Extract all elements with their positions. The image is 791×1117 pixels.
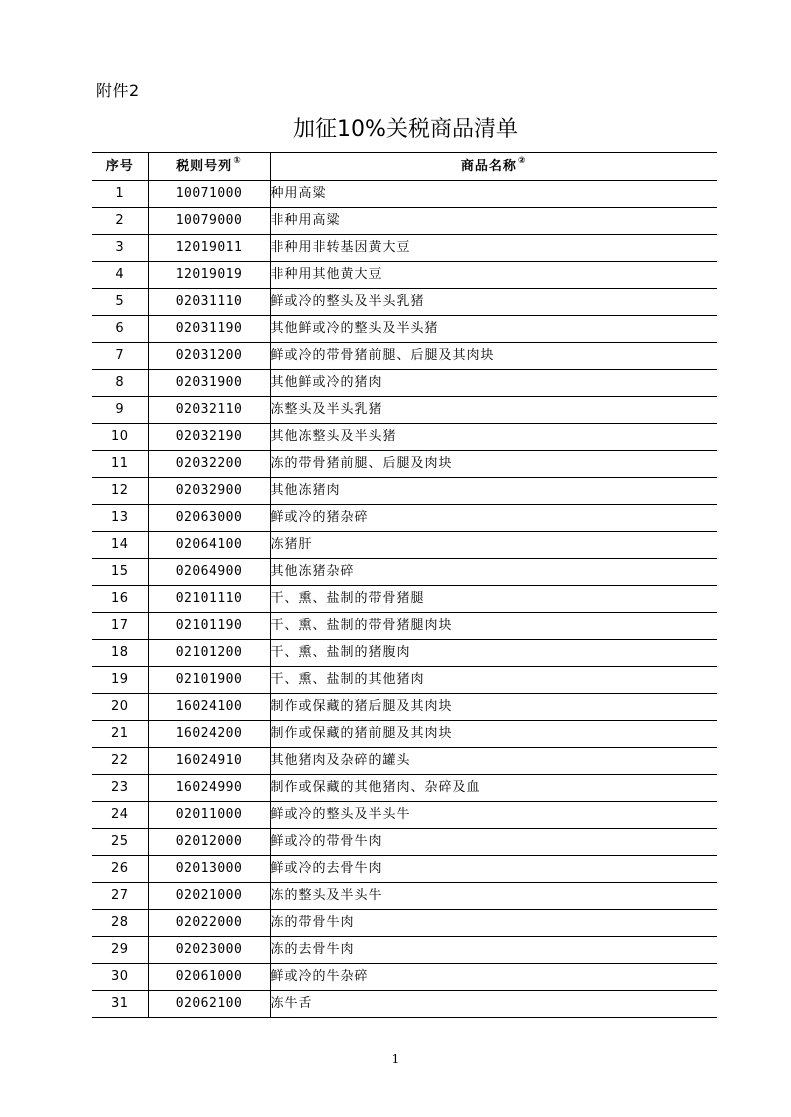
row-product-name: 制作或保藏的猪后腿及其肉块	[270, 694, 717, 721]
row-seq: 12	[92, 478, 148, 505]
table-row	[92, 829, 717, 856]
row-tariff-code: 10071000	[148, 181, 270, 208]
row-product-name: 鲜或冷的带骨猪前腿、后腿及其肉块	[270, 343, 717, 370]
row-product-name: 冻猪肝	[270, 532, 717, 559]
row-seq: 7	[92, 343, 148, 370]
table-row	[92, 667, 717, 694]
table-row	[92, 721, 717, 748]
table-row	[92, 613, 717, 640]
row-seq: 13	[92, 505, 148, 532]
row-seq: 22	[92, 748, 148, 775]
document-title: 加征10%关税商品清单	[293, 117, 518, 142]
row-product-name: 鲜或冷的带骨牛肉	[270, 829, 717, 856]
row-product-name: 其他猪肉及杂碎的罐头	[270, 748, 717, 775]
footnote-marker-1: ①	[233, 155, 242, 166]
row-product-name: 鲜或冷的去骨牛肉	[270, 856, 717, 883]
row-seq: 24	[92, 802, 148, 829]
row-tariff-code: 02064900	[148, 559, 270, 586]
row-seq: 3	[92, 235, 148, 262]
row-tariff-code: 16024910	[148, 748, 270, 775]
row-tariff-code: 02011000	[148, 802, 270, 829]
row-seq: 15	[92, 559, 148, 586]
row-seq: 8	[92, 370, 148, 397]
row-tariff-code: 02022000	[148, 910, 270, 937]
row-seq: 21	[92, 721, 148, 748]
row-product-name: 冻牛舌	[270, 991, 717, 1018]
row-tariff-code: 12019019	[148, 262, 270, 289]
header-name	[270, 153, 717, 181]
row-tariff-code: 10079000	[148, 208, 270, 235]
row-seq: 4	[92, 262, 148, 289]
row-seq: 26	[92, 856, 148, 883]
row-tariff-code: 02064100	[148, 532, 270, 559]
table-row	[92, 775, 717, 802]
row-tariff-code: 02062100	[148, 991, 270, 1018]
row-tariff-code: 02101190	[148, 613, 270, 640]
table-row	[92, 289, 717, 316]
table-row	[92, 856, 717, 883]
table-row	[92, 370, 717, 397]
row-tariff-code: 02032200	[148, 451, 270, 478]
row-tariff-code: 16024100	[148, 694, 270, 721]
row-seq: 6	[92, 316, 148, 343]
table-row	[92, 451, 717, 478]
row-tariff-code: 02101900	[148, 667, 270, 694]
table-row	[92, 208, 717, 235]
row-product-name: 非种用其他黄大豆	[270, 262, 717, 289]
row-seq: 19	[92, 667, 148, 694]
row-seq: 1	[92, 181, 148, 208]
row-seq: 30	[92, 964, 148, 991]
row-product-name: 非种用高粱	[270, 208, 717, 235]
header-name-label: 商品名称	[460, 158, 517, 174]
header-code-label: 税则号列	[176, 158, 233, 174]
table-row	[92, 316, 717, 343]
table-header-row	[92, 153, 717, 181]
row-seq: 16	[92, 586, 148, 613]
table-row	[92, 559, 717, 586]
row-tariff-code: 02031200	[148, 343, 270, 370]
table-row	[92, 910, 717, 937]
row-product-name: 干、熏、盐制的其他猪肉	[270, 667, 717, 694]
row-seq: 14	[92, 532, 148, 559]
row-tariff-code: 02031110	[148, 289, 270, 316]
row-product-name: 其他冻猪肉	[270, 478, 717, 505]
annex-label: 附件2	[96, 81, 140, 100]
table-row	[92, 532, 717, 559]
row-seq: 11	[92, 451, 148, 478]
row-tariff-code: 12019011	[148, 235, 270, 262]
row-seq: 9	[92, 397, 148, 424]
row-tariff-code: 02101110	[148, 586, 270, 613]
header-seq-label: 序号	[105, 158, 134, 174]
table-row	[92, 343, 717, 370]
header-code	[148, 153, 270, 181]
table-row	[92, 424, 717, 451]
row-product-name: 冻的带骨牛肉	[270, 910, 717, 937]
table-row	[92, 505, 717, 532]
table-row	[92, 586, 717, 613]
row-seq: 25	[92, 829, 148, 856]
row-tariff-code: 02031190	[148, 316, 270, 343]
row-product-name: 非种用非转基因黄大豆	[270, 235, 717, 262]
row-product-name: 其他冻猪杂碎	[270, 559, 717, 586]
table-body	[92, 181, 717, 1018]
row-product-name: 冻整头及半头乳猪	[270, 397, 717, 424]
row-tariff-code: 16024200	[148, 721, 270, 748]
row-tariff-code: 02061000	[148, 964, 270, 991]
row-product-name: 干、熏、盐制的带骨猪腿肉块	[270, 613, 717, 640]
row-tariff-code: 02031900	[148, 370, 270, 397]
table-row	[92, 937, 717, 964]
row-seq: 20	[92, 694, 148, 721]
row-tariff-code: 02032110	[148, 397, 270, 424]
row-product-name: 制作或保藏的猪前腿及其肉块	[270, 721, 717, 748]
table-row	[92, 262, 717, 289]
table-row	[92, 181, 717, 208]
row-product-name: 其他冻整头及半头猪	[270, 424, 717, 451]
page-number: 1	[391, 1052, 400, 1066]
row-product-name: 冻的去骨牛肉	[270, 937, 717, 964]
row-seq: 31	[92, 991, 148, 1018]
table-row	[92, 478, 717, 505]
row-seq: 17	[92, 613, 148, 640]
table-row	[92, 235, 717, 262]
row-product-name: 冻的带骨猪前腿、后腿及肉块	[270, 451, 717, 478]
row-seq: 29	[92, 937, 148, 964]
row-tariff-code: 02063000	[148, 505, 270, 532]
row-product-name: 鲜或冷的整头及半头乳猪	[270, 289, 717, 316]
row-product-name: 鲜或冷的牛杂碎	[270, 964, 717, 991]
table-row	[92, 991, 717, 1018]
table-row	[92, 397, 717, 424]
table-row	[92, 883, 717, 910]
row-tariff-code: 02101200	[148, 640, 270, 667]
row-product-name: 鲜或冷的猪杂碎	[270, 505, 717, 532]
row-product-name: 种用高粱	[270, 181, 717, 208]
row-seq: 2	[92, 208, 148, 235]
row-seq: 18	[92, 640, 148, 667]
table-row	[92, 640, 717, 667]
table-row	[92, 964, 717, 991]
row-product-name: 其他鲜或冷的猪肉	[270, 370, 717, 397]
row-product-name: 干、熏、盐制的带骨猪腿	[270, 586, 717, 613]
row-seq: 28	[92, 910, 148, 937]
row-tariff-code: 02032190	[148, 424, 270, 451]
header-seq	[92, 153, 148, 181]
row-tariff-code: 02012000	[148, 829, 270, 856]
row-tariff-code: 02013000	[148, 856, 270, 883]
row-tariff-code: 02032900	[148, 478, 270, 505]
row-seq: 27	[92, 883, 148, 910]
footnote-marker-2: ②	[517, 155, 527, 166]
row-product-name: 其他鲜或冷的整头及半头猪	[270, 316, 717, 343]
row-tariff-code: 02023000	[148, 937, 270, 964]
tariff-table	[92, 152, 717, 1018]
row-product-name: 鲜或冷的整头及半头牛	[270, 802, 717, 829]
table-row	[92, 694, 717, 721]
row-seq: 5	[92, 289, 148, 316]
table-row	[92, 748, 717, 775]
table-row	[92, 802, 717, 829]
row-seq: 23	[92, 775, 148, 802]
row-product-name: 冻的整头及半头牛	[270, 883, 717, 910]
row-tariff-code: 16024990	[148, 775, 270, 802]
row-product-name: 干、熏、盐制的猪腹肉	[270, 640, 717, 667]
row-tariff-code: 02021000	[148, 883, 270, 910]
row-product-name: 制作或保藏的其他猪肉、杂碎及血	[270, 775, 717, 802]
row-seq: 10	[92, 424, 148, 451]
